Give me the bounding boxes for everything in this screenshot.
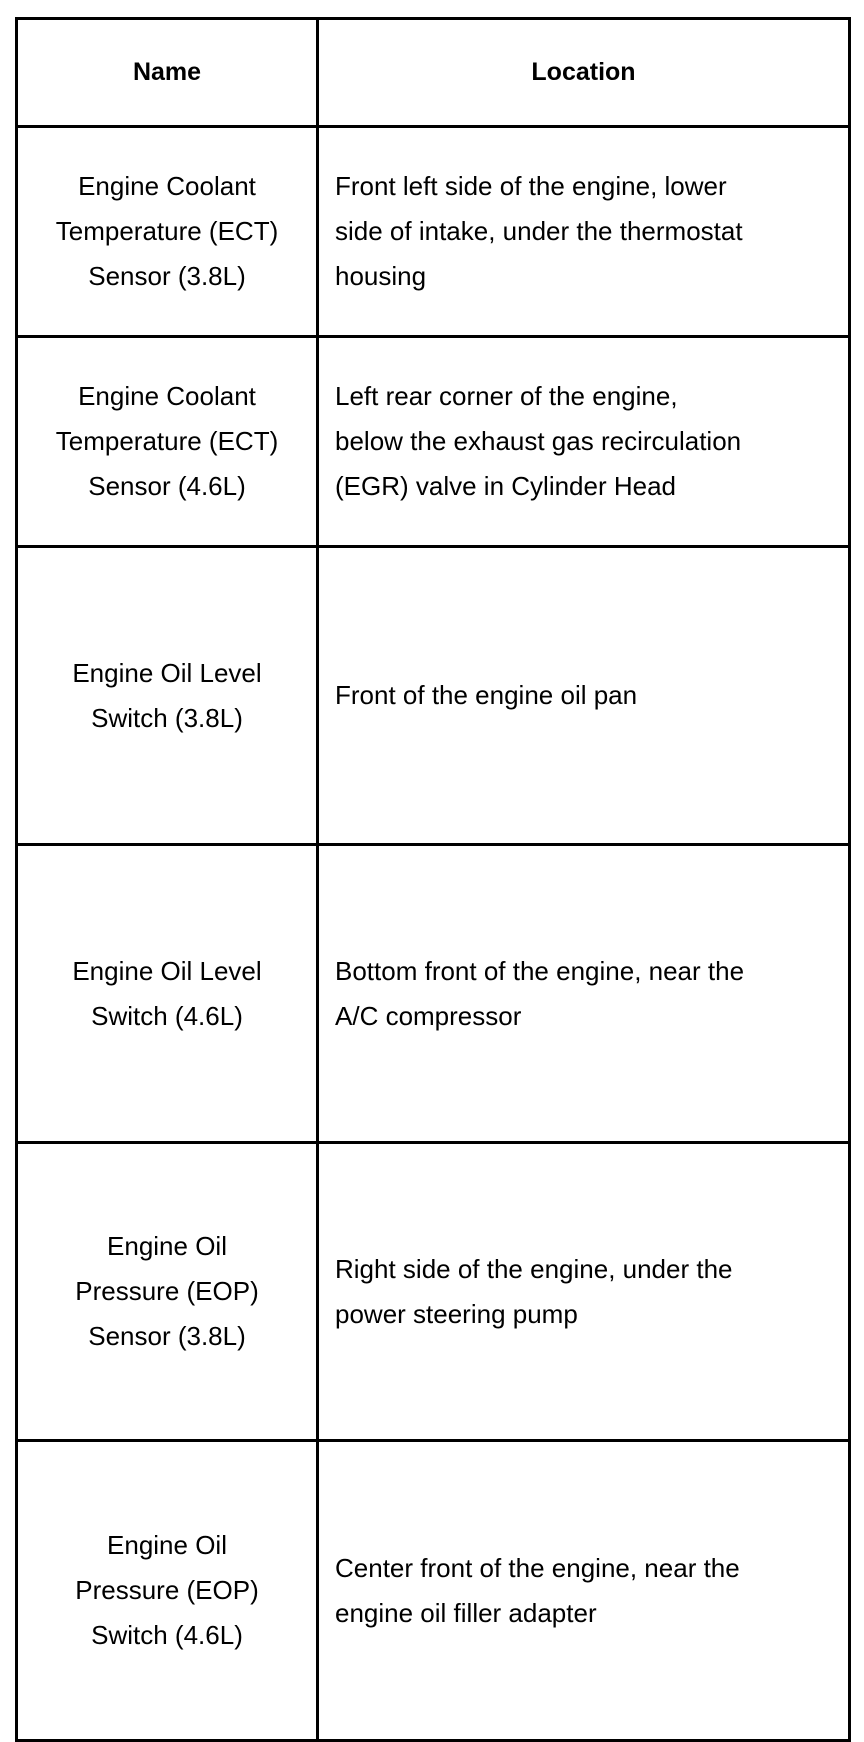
component-location-line: engine oil filler adapter	[335, 1597, 597, 1628]
component-name-line: Engine Oil	[107, 1530, 227, 1560]
component-location-line: power steering pump	[335, 1298, 578, 1329]
component-name-line: Temperature (ECT)	[55, 426, 279, 456]
component-location-line: Right side of the engine, under the	[335, 1253, 733, 1284]
component-name-line: Engine Coolant	[78, 171, 256, 201]
component-name-line: Engine Oil	[107, 1231, 227, 1261]
component-location-cell	[318, 1441, 850, 1741]
component-name-cell	[17, 1143, 318, 1441]
component-location-cell	[318, 547, 850, 845]
component-location-cell	[318, 127, 850, 337]
table-row	[17, 547, 850, 845]
component-location-line: housing	[335, 261, 427, 291]
table-row	[17, 337, 850, 547]
sensor-location-table	[15, 17, 851, 1742]
component-location-line: A/C compressor	[335, 1000, 522, 1031]
header-row	[17, 19, 850, 127]
component-name-line: Engine Oil Level	[72, 955, 262, 986]
component-location-line: side of intake, under the thermostat	[335, 216, 743, 246]
component-name-line: Sensor (3.8L)	[88, 1321, 246, 1351]
component-name-line: Engine Oil Level	[72, 657, 262, 688]
location-column-header: Location	[318, 19, 850, 127]
component-location-line: Left rear corner of the engine,	[335, 381, 678, 411]
component-name-line: Engine Coolant	[78, 381, 256, 411]
component-name-line: Switch (4.6L)	[91, 1620, 243, 1650]
component-location-line: Center front of the engine, near the	[335, 1552, 740, 1583]
component-location-line: Front of the engine oil pan	[335, 680, 638, 710]
component-name-line: Temperature (ECT)	[55, 216, 279, 246]
component-location-cell	[318, 337, 850, 547]
component-location-cell	[318, 1143, 850, 1441]
table-row	[17, 1143, 850, 1441]
component-name-line: Sensor (3.8L)	[88, 261, 246, 291]
component-location-cell	[318, 845, 850, 1143]
component-name-cell	[17, 127, 318, 337]
component-name-cell	[17, 1441, 318, 1741]
table-row	[17, 845, 850, 1143]
component-name-line: Switch (4.6L)	[91, 1000, 243, 1031]
component-name-cell	[17, 547, 318, 845]
component-name-line: Sensor (4.6L)	[88, 471, 246, 501]
table-row	[17, 127, 850, 337]
component-name-cell	[17, 337, 318, 547]
component-location-line: (EGR) valve in Cylinder Head	[335, 471, 677, 501]
component-location-line: Front left side of the engine, lower	[335, 171, 727, 201]
component-name-line: Pressure (EOP)	[75, 1276, 259, 1306]
table-row	[17, 1441, 850, 1741]
component-name-line: Pressure (EOP)	[75, 1575, 259, 1605]
component-location-line: Bottom front of the engine, near the	[335, 955, 745, 986]
component-location-line: below the exhaust gas recirculation	[335, 426, 742, 456]
component-name-line: Switch (3.8L)	[91, 702, 243, 733]
component-name-cell	[17, 845, 318, 1143]
name-column-header: Name	[17, 19, 318, 127]
